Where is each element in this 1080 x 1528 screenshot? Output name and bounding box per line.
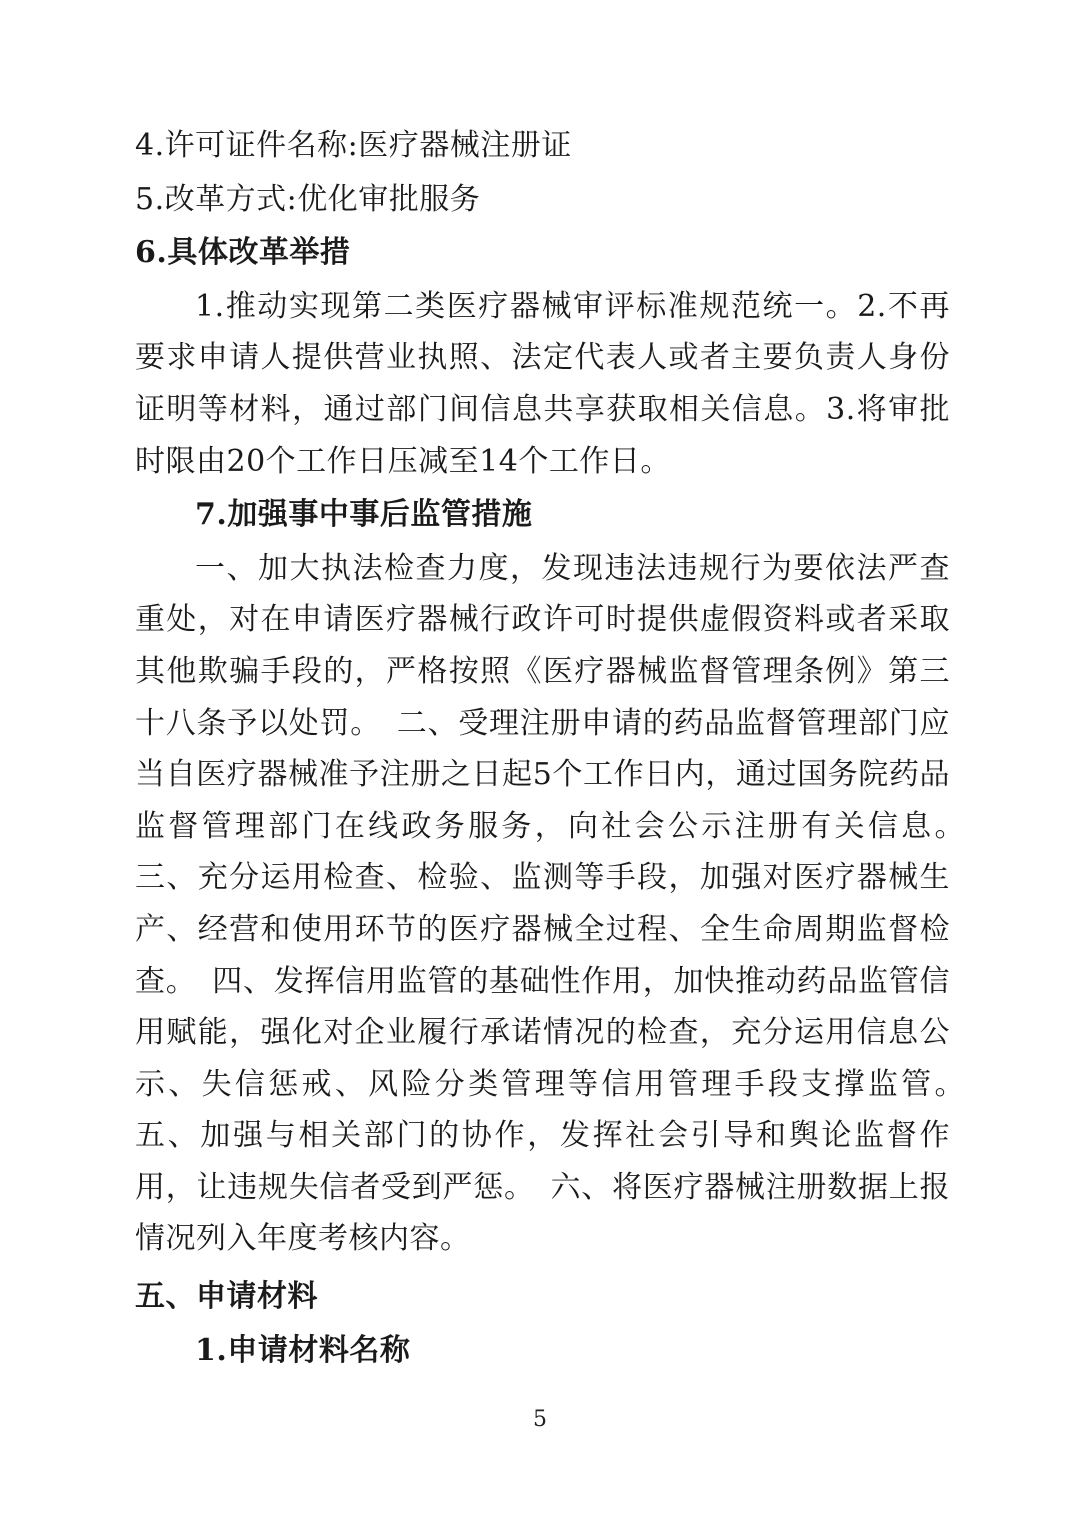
list-item-permit-name: 4.许可证件名称:医疗器械注册证 — [135, 128, 572, 163]
paragraph-supervision-measures: 一、加大执法检查力度，发现违法违规行为要依法严查重处，对在申请医疗器械行政许可时提供虚假资料或者采取其他欺骗手段的，严格按照《医疗器械监督管理条例》第三十八条予以处罚。 二、受理注册申请的药品监督管理部门应当自医疗器械准予注册之日起5个工作日内，通过国务院药品监督管理部门在线政务服务，向社会公示注册有关信息。 三、充分运用检查、检验、监测等手段，加强对医疗器械生产、经营和使用环节的医疗器械全过程、全生命周期监督检查。 四、发挥信用监管的基础性作用，加快推动药品监管信用赋能，强化对企业履行承诺情况的检查，充分运用信息公示、失信惩戒、风险分类管理等信用管理手段支撑监管。 五、加强与相关部门的协作，发挥社会引导和舆论监督作用，让违规失信者受到严惩。 六、将医疗器械注册数据上报情况列入年度考核内容。 — [135, 550, 981, 1257]
paragraph-reform-measures: 1.推动实现第二类医疗器械审评标准规范统一。2.不再要求申请人提供营业执照、法定代表人或者主要负责人身份证明等材料，通过部门间信息共享获取相关信息。3.将审批时限由20个工作日压减至14个工作日。 — [135, 288, 950, 479]
heading-reform-measures: 6.具体改革举措 — [135, 235, 351, 271]
section-title-application-materials: 五、申请材料 — [135, 1279, 318, 1315]
list-item-reform-method: 5.改革方式:优化审批服务 — [135, 181, 481, 217]
document-body — [135, 120, 981, 1376]
heading-supervision-measures: 7.加强事中事后监管措施 — [195, 497, 533, 533]
heading-material-name: 1.申请材料名称 — [195, 1332, 411, 1368]
page-number: 5 — [533, 1407, 547, 1432]
